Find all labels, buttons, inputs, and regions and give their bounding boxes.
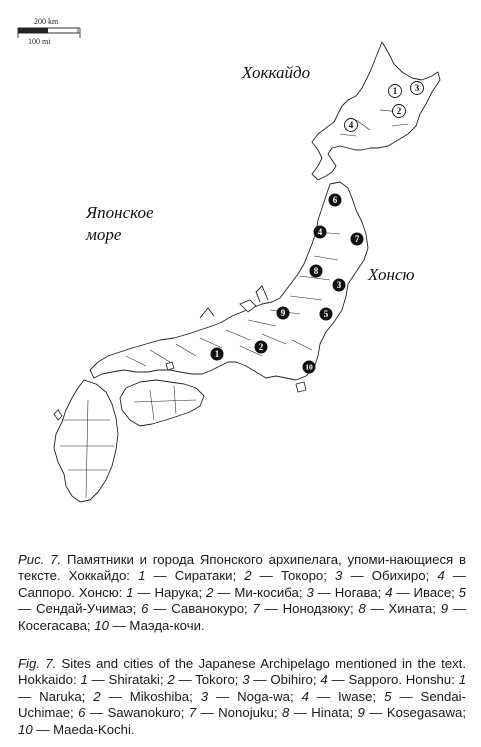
caption-en-item: — Maeda-Kochi.: [32, 721, 135, 737]
honshu-marker-6: [329, 194, 342, 207]
sea-label-line1: Японское: [86, 203, 154, 222]
hokkaido-marker-4: [345, 119, 358, 132]
hokkaido-marker-2: [393, 105, 406, 118]
hokkaido-marker-1: [389, 85, 402, 98]
scale-bar: [18, 17, 80, 46]
caption-ru-item: — Ивасе;: [392, 584, 459, 600]
caption-ru-intro: Памятники и города Японского архипелага, упоми-нающиеся в тексте. Хоккайдо:: [18, 552, 466, 584]
caption-en-item: — Naruka;: [18, 688, 94, 704]
caption-en-num: 4: [320, 672, 328, 688]
caption-ru-item: — Хината;: [365, 601, 441, 617]
caption-ru-num: 1: [138, 568, 146, 584]
caption-en-item: — Hinata;: [289, 705, 358, 721]
svg-text:1: 1: [214, 349, 220, 359]
svg-text:8: 8: [313, 266, 319, 276]
caption-en-intro: Sites and cities of the Japanese Archipelago mentioned in the text. Hokkaido:: [18, 656, 466, 688]
svg-text:10: 10: [305, 362, 313, 372]
caption-ru-num: 5: [458, 584, 466, 600]
caption-ru-item: — Маэда-кочи.: [108, 617, 205, 633]
svg-text:6: 6: [332, 195, 338, 205]
svg-text:3: 3: [414, 83, 420, 93]
caption-ru-item: — Нарука;: [133, 584, 207, 600]
caption-ru-num: 10: [94, 617, 109, 633]
honshu-marker-8: [310, 265, 323, 278]
caption-en-num: 3: [242, 672, 250, 688]
caption-en-item: — Iwase;: [308, 688, 385, 704]
caption-en-item: — Mikoshiba;: [100, 688, 201, 704]
hokkaido-marker-3: [411, 82, 424, 95]
caption-ru-num: 9: [440, 601, 449, 617]
caption-ru-num: 7: [252, 601, 260, 617]
caption-en-num: 9: [357, 705, 365, 721]
honshu-marker-10: [303, 361, 316, 374]
svg-text:5: 5: [323, 309, 329, 319]
caption-en-num: 1: [458, 672, 467, 688]
caption-en-num: 8: [281, 705, 290, 721]
caption-english: [18, 656, 466, 738]
caption-en-item: — Tokoro;: [174, 672, 243, 688]
caption-en-num: 1: [80, 672, 88, 688]
svg-text:4: 4: [348, 120, 354, 130]
caption-en-num: 10: [18, 721, 33, 737]
caption-ru-item: — Ногава;: [313, 584, 386, 600]
caption-en-fig-label: Fig. 7.: [18, 656, 57, 671]
caption-en-num: 2: [93, 688, 101, 704]
caption-en-num: 4: [301, 688, 309, 704]
caption-ru-num: 4: [385, 584, 393, 600]
honshu-marker-7: [351, 233, 364, 246]
caption-en-item: — Sawanokuro;: [85, 705, 189, 721]
hokkaido-label: Хоккайдо: [242, 63, 311, 82]
svg-text:2: 2: [258, 342, 264, 352]
scale-mi-label: 100 mi: [28, 37, 51, 46]
shikoku-island: [120, 380, 204, 426]
caption-ru-item: — Сендай-Учимаэ;: [18, 601, 142, 617]
svg-text:2: 2: [396, 106, 402, 116]
caption-ru-num: 3: [306, 584, 314, 600]
caption-ru-num: 4: [437, 568, 445, 584]
sea-label-line2: море: [86, 225, 122, 244]
honshu-marker-9: [277, 307, 290, 320]
caption-ru-num: 2: [244, 568, 252, 584]
svg-text:9: 9: [280, 308, 286, 318]
caption-en-item: — Sapporo. Honshu:: [327, 672, 459, 688]
honshu-marker-5: [320, 308, 333, 321]
svg-text:7: 7: [354, 234, 360, 244]
honshu-marker-3: [333, 279, 346, 292]
caption-ru-item: — Нонодзюку;: [259, 601, 359, 617]
caption-en-item: — Noga-wa;: [208, 688, 302, 704]
caption-en-item: — Kosegasawa;: [364, 705, 466, 721]
caption-ru-num: 2: [206, 584, 214, 600]
caption-en-num: 7: [188, 705, 197, 721]
caption-en-num: 2: [167, 672, 175, 688]
caption-ru-item: — Обихиро;: [342, 568, 438, 584]
scale-km-label: 200 km: [34, 17, 59, 26]
caption-en-item: — Obihiro;: [249, 672, 321, 688]
svg-text:4: 4: [317, 227, 323, 237]
caption-ru-num: 8: [358, 601, 366, 617]
caption-ru-item: — Саппоро. Хонсю:: [18, 568, 466, 600]
caption-en-num: 5: [384, 688, 392, 704]
caption-russian: [18, 552, 466, 634]
caption-en-item: — Shirataki;: [87, 672, 168, 688]
caption-ru-item: — Саванокуро;: [148, 601, 253, 617]
caption-en-item: — Nonojuku;: [196, 705, 282, 721]
caption-en-item: — Sendai- Uchimae;: [18, 688, 466, 721]
caption-ru-item: — Сиратаки;: [145, 568, 245, 584]
caption-ru-num: 1: [126, 584, 134, 600]
kyushu-island: [54, 380, 118, 502]
caption-ru-num: 6: [141, 601, 149, 617]
honshu-marker-4: [314, 226, 327, 239]
caption-ru-item: — Токоро;: [251, 568, 336, 584]
caption-ru-fig-label: Рис. 7.: [18, 552, 62, 567]
honshu-marker-1: [211, 348, 224, 361]
hokkaido-island: [312, 42, 440, 180]
honshu-marker-2: [255, 341, 268, 354]
caption-ru-item: — Ми-косиба;: [213, 584, 307, 600]
honshu-label: Хонсю: [368, 265, 415, 284]
caption-en-num: 6: [78, 705, 86, 721]
caption-ru-num: 3: [335, 568, 343, 584]
caption-ru-item: — Косегасава;: [18, 601, 467, 633]
caption-en-num: 3: [200, 688, 209, 704]
svg-text:3: 3: [336, 280, 342, 290]
svg-text:1: 1: [392, 86, 398, 96]
